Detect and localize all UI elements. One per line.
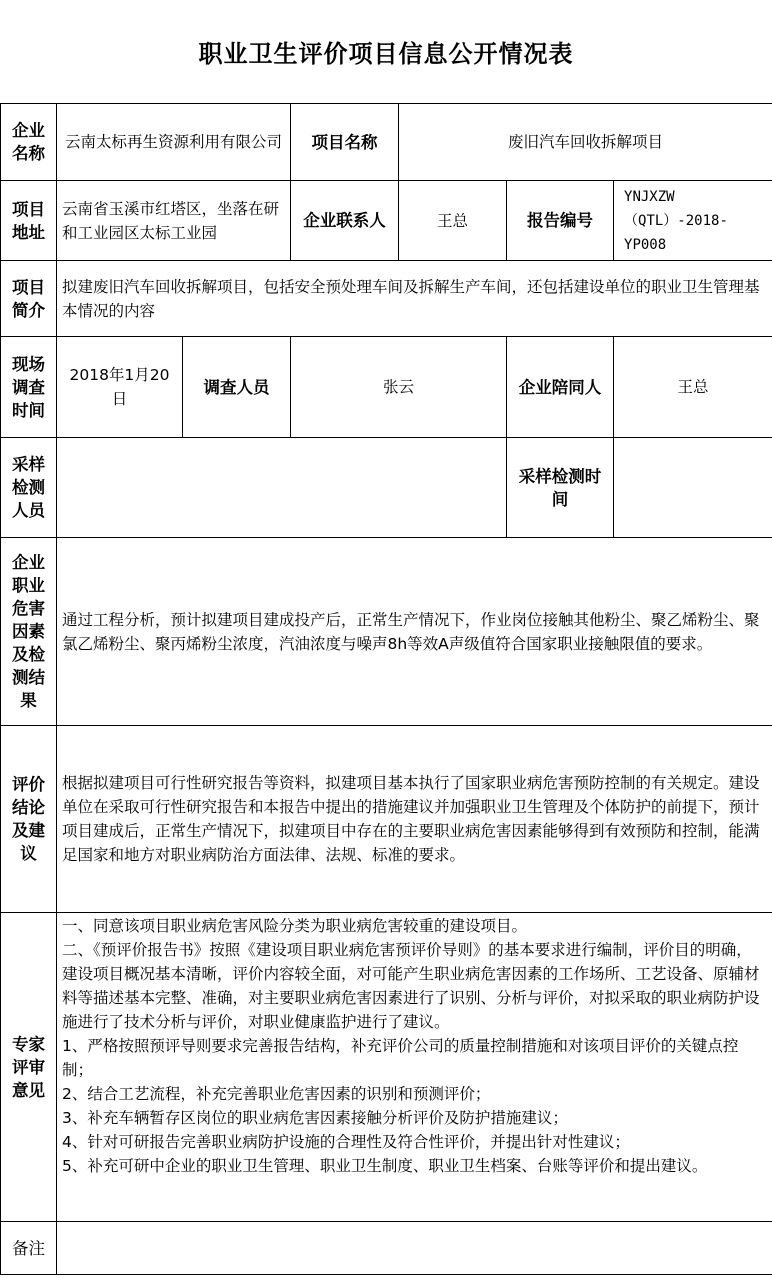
label-report-no: 报告编号 xyxy=(507,181,614,261)
value-hazard-result: 通过工程分析，预计拟建项目建成投产后，正常生产情况下，作业岗位接触其他粉尘、聚乙烯粉尘、聚氯乙烯粉尘、聚丙烯粉尘浓度，汽油浓度与噪声8h等效A声级值符合国家职业接触限值的要求。 xyxy=(57,538,772,726)
expert-opinion-item: 4、针对可研报告完善职业病防护设施的合理性及符合性评价，并提出针对性建议； xyxy=(62,1133,630,1151)
value-project-intro: 拟建废旧汽车回收拆解项目，包括安全预处理车间及拆解生产车间，还包括建设单位的职业卫生管理基本情况的内容 xyxy=(57,261,772,337)
label-conclusion: 评价 结论 及建 议 xyxy=(1,726,57,913)
label-sampler: 采样 检测 人员 xyxy=(1,438,57,538)
row-remarks xyxy=(1,1222,772,1275)
label-escort: 企业陪同人 xyxy=(507,337,614,438)
label-expert-opinion: 专家 评审 意见 xyxy=(1,913,57,1222)
expert-opinion-item: 2、结合工艺流程，补充完善职业危害因素的识别和预测评价； xyxy=(62,1085,491,1103)
value-sampling-time xyxy=(614,438,772,538)
row-conclusion xyxy=(1,726,772,913)
label-project-intro: 项目 简介 xyxy=(1,261,57,337)
row-intro xyxy=(1,261,772,337)
row-expert-opinion xyxy=(1,913,772,1222)
label-project-name: 项目名称 xyxy=(291,104,399,181)
expert-opinion-item: 3、补充车辆暂存区岗位的职业病危害因素接触分析评价及防护措施建议； xyxy=(62,1109,568,1127)
value-escort: 王总 xyxy=(614,337,772,438)
row-sampling xyxy=(1,438,772,538)
row-address xyxy=(1,181,772,261)
label-contact: 企业联系人 xyxy=(291,181,399,261)
label-company-name: 企业 名称 xyxy=(1,104,57,181)
label-site-survey-time: 现场 调查 时间 xyxy=(1,337,57,438)
value-project-name: 废旧汽车回收拆解项目 xyxy=(399,104,772,181)
page-title: 职业卫生评价项目信息公开情况表 xyxy=(198,40,574,68)
expert-opinion-item: 二、《预评价报告书》按照《建设项目职业病危害预评价导则》的基本要求进行编制，评价目的明确，建设项目概况基本清晰，评价内容较全面，对可能产生职业病危害因素的工作场所、工艺设备、原辅材料等描述基本完整、准确，对主要职业病危害因素进行了识别、分析与评价，对拟采取的职业病防护设施进行了技术分析与评价，对职业健康监护进行了建议。 xyxy=(62,941,760,1031)
value-surveyor: 张云 xyxy=(291,337,507,438)
value-project-address: 云南省玉溪市红塔区，坐落在研和工业园区太标工业园 xyxy=(57,181,291,261)
value-report-no: YNJXZW（QTL）-2018-YP008 xyxy=(614,181,772,261)
row-survey xyxy=(1,337,772,438)
label-project-address: 项目 地址 xyxy=(1,181,57,261)
expert-opinion-item: 5、补充可研中企业的职业卫生管理、职业卫生制度、职业卫生档案、台账等评价和提出建议。 xyxy=(62,1157,708,1175)
row-company xyxy=(1,104,772,181)
expert-opinion-item: 一、同意该项目职业病危害风险分类为职业病危害较重的建设项目。 xyxy=(62,917,528,935)
label-hazard-result: 企业 职业 危害 因素 及检 测结 果 xyxy=(1,538,57,726)
expert-opinion-item: 1、严格按照预评导则要求完善报告结构，补充评价公司的质量控制措施和对该项目评价的关键点控制； xyxy=(62,1037,739,1079)
value-remarks xyxy=(57,1222,772,1275)
value-contact: 王总 xyxy=(399,181,507,261)
row-hazard xyxy=(1,538,772,726)
value-company-name: 云南太标再生资源利用有限公司 xyxy=(57,104,291,181)
value-expert-opinion xyxy=(57,913,772,1222)
label-sampling-time: 采样检测时 间 xyxy=(507,438,614,538)
label-surveyor: 调查人员 xyxy=(183,337,291,438)
label-remarks: 备注 xyxy=(1,1222,57,1275)
info-table xyxy=(0,103,772,1275)
value-site-survey-time: 2018年1月20日 xyxy=(57,337,183,438)
value-conclusion: 根据拟建项目可行性研究报告等资料，拟建项目基本执行了国家职业病危害预防控制的有关规定。建设单位在采取可行性研究报告和本报告中提出的措施建议并加强职业卫生管理及个体防护的前提下，预计项目建成后，正常生产情况下，拟建项目中存在的主要职业病危害因素能够得到有效预防和控制，能满足国家和地方对职业病防治方面法律、法规、标准的要求。 xyxy=(57,726,772,913)
value-sampler xyxy=(57,438,507,538)
